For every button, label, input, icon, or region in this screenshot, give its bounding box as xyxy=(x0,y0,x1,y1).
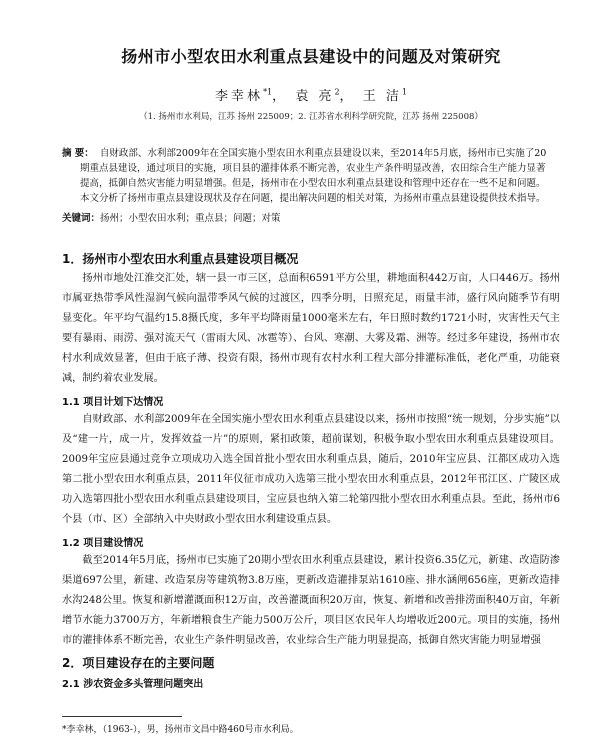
author-name: 王 洁 xyxy=(362,89,402,104)
abstract xyxy=(62,146,560,206)
section-heading-2-1: 2.1 涉农资金多头管理问题突出 xyxy=(62,679,204,690)
author-superscript: 1 xyxy=(401,87,407,97)
author-superscript: 2 xyxy=(334,87,340,97)
abstract-label: 摘 要： xyxy=(62,148,94,159)
author-separator: ， xyxy=(272,89,289,104)
author-name: 袁 亮 xyxy=(295,89,335,104)
author-name: 李幸林 xyxy=(215,89,264,104)
footnote: *李幸林，（1963-），男，扬州市文昌中路460号市水利局。 xyxy=(62,725,299,735)
paper-title: 扬州市小型农田水利重点县建设中的问题及对策研究 xyxy=(121,47,501,66)
section-heading-1: 1．扬州市小型农田水利重点县建设项目概况 xyxy=(62,252,299,266)
keywords-label: 关键词： xyxy=(62,213,101,224)
section-1-2-paragraph: 截至2014年5月底，扬州市已实施了20期小型农田水利重点县建设，累计投资6.35亿元，新建、改造防渗渠道697公里，新建、改造泵房等建筑物3.8万座，更新改造灌排泵站1610座、排水涵闸656座，更新改造排水沟248公里。恢复和新增灌溉面积12万亩，改善灌溉面积20万亩，恢复、新增和改善排涝面积40万亩，年新增节水能力3700万方，年新增粮食生产能力500万公斤，项目区农民年人均增收近200元。项目的实施，扬州市的灌排体系不断完善，农业生产条件明显改善，农业综合生产能力明显提高，抵御自然灾害能力明显增强 xyxy=(62,555,560,646)
section-1-1-paragraph: 自财政部、水利部2009年在全国实施小型农田水利重点县建设以来，扬州市按照“统一规划，分步实施”以及“建一片，成一片，发挥效益一片”的原则，紧扣政策，超前谋划，积极争取小型农田水利重点县建设项目。2009年宝应县通过竞争立项成功入选全国首批小型农田水利重点县，随后，2010年宝应县、江都区成功入选第二批小型农田水利重点县，2011年仪征市成功入选第三批小型农田水利重点县，2012年邗江区、广陵区成功入选第四批小型农田水利重点县建设项目，宝应县也纳入第二轮第四批小型农田水利重点县。至此，扬州市6个县（市、区）全部纳入中央财政小型农田水利建设重点县。 xyxy=(62,414,560,525)
author-line xyxy=(62,85,560,104)
footnote-divider xyxy=(62,716,182,717)
keywords xyxy=(62,210,560,224)
author-superscript: *1 xyxy=(263,87,273,97)
abstract-text: 自财政部、水利部2009年在全国实施小型农田水利重点县建设以来，至2014年5月底，扬州市已实施了20期重点县建设，通过项目的实施，项目县的灌排体系不断完善，农业生产条件明显改善，农田综合生产能力显著提高，抵御自然灾害能力明显增强。但是，扬州市在小型农田水利重点县建设和管理中还存在一些不足和问题。本文分析了扬州市重点县建设现状及存在问题，提出解决问题的相关对策，为扬州市重点县建设提供技术指导。 xyxy=(80,148,547,204)
author-separator: ， xyxy=(339,89,356,104)
section-heading-2: 2．项目建设存在的主要问题 xyxy=(62,656,215,670)
keywords-text: 扬州；小型农田水利；重点县；问题；对策 xyxy=(100,213,281,224)
section-heading-1-2: 1.2 项目建设情况 xyxy=(62,538,144,549)
section-1-paragraph: 扬州市地处江淮交汇处，辖一县一市三区，总面积6591平方公里，耕地面积442万亩，人口446万。扬州市属亚热带季风性湿润气候向温带季风气候的过渡区，四季分明，日照充足，雨量丰沛，盛行风向随季节有明显变化。年平均气温约15.8摄氏度，多年平均降雨量1000毫米左右，年日照时数约1721小时，灾害性天气主要有暴雨、雨涝、强对流天气（雷雨大风、冰雹等）、台风、寒潮、大雾及霜、洲等。经过多年建设，扬州市农村水利成效显著，但由于底子薄、投资有限，扬州市现有农村水利工程大部分排灌标准低，老化严重，功能衰减，制约着农业发展。 xyxy=(62,273,560,384)
section-heading-1-1: 1.1 项目计划下达情况 xyxy=(62,397,164,408)
affiliation: （1. 扬州市水利局，江苏 扬州 225009；2. 江苏省水利科学研究院，江苏 扬州 225008） xyxy=(139,112,483,122)
